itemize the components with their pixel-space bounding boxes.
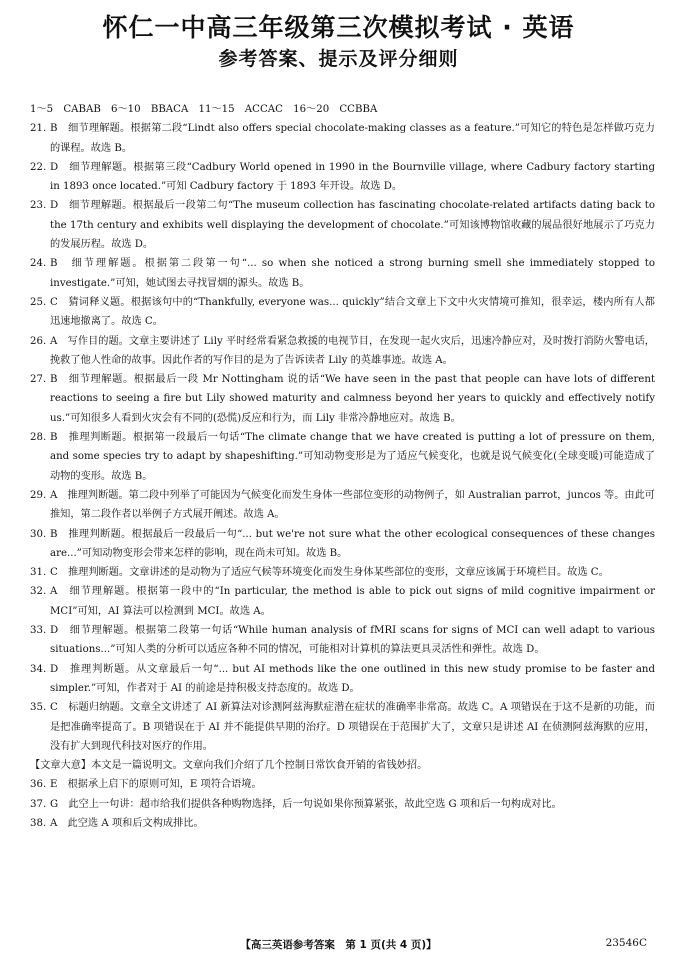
answer-number: 28.	[30, 432, 47, 444]
answer-item	[30, 563, 655, 582]
answer-explanation: D 细节理解题。根据最后一段第二句“The museum collection has fascinating chocolate-related artifacts dating back to the 17th century and exhibits well displaying the development of chocolate.”可知该博物馆收藏的展品很好地展示了巧克力的发展历程。故选 D。	[50, 200, 655, 251]
answer-explanation: C 猜词释义题。根据该句中的“Thankfully, everyone was... quickly”结合文章上下文中火灾情境可推知，很幸运，楼内所有人都迅速地撤离了。故选 C。	[50, 296, 655, 328]
answer-number: 37.	[30, 798, 47, 810]
answer-item	[30, 698, 655, 756]
answer-list-reading	[30, 119, 655, 756]
answer-explanation: D 细节理解题。根据第三段“Cadbury World opened in 1990 in the Bournville village, where Cadbury factory starting in 1893 once located.”可知 Cadbury factory 于 1893 年开设。故选 D。	[50, 161, 655, 193]
answer-explanation: B 细节理解题。根据第二段第一句“... so when she noticed a strong burning smell she immediately stopped to investigate.”可知，她试图去寻找冒烟的源头。故选 B。	[50, 258, 655, 289]
answer-explanation: G 此空上一句讲：超市给我们提供各种购物选择，后一句说如果你预算紧张，故此空选 G 项和后一句构成对比。	[50, 798, 562, 810]
answer-explanation: D 细节理解题。根据第二段第一句话“While human analysis of fMRI scans for signs of MCI can well adapt to various situations...”可知人类的分析可以适应各种不同的情况，可能相对计算机的算法更具灵活性和弹性。故选 D。	[50, 625, 655, 656]
answer-number: 27.	[30, 374, 47, 386]
page-subtitle: 参考答案、提示及评分细则	[218, 48, 459, 70]
answer-number: 22.	[30, 161, 47, 173]
answer-number: 25.	[30, 296, 47, 308]
answer-item	[30, 582, 655, 621]
answer-explanation: C 推理判断题。文章讲述的是动物为了适应气候等环境变化而发生身体某些部位的变形，文章应该属于环境栏目。故选 C。	[50, 567, 609, 579]
answer-item	[30, 158, 655, 197]
answer-item	[30, 660, 655, 699]
footer-page-info: 【高三英语参考答案 第 1 页(共 4 页)】	[240, 939, 437, 951]
answer-explanation: B 细节理解题。根据第二段“Lindt also offers special chocolate-making classes as a feature.”可知它的特色是怎样做巧克力的课程。故选 B。	[50, 123, 655, 154]
article-summary: 【文章大意】本文是一篇说明文。文章向我们介绍了几个控制日常饮食开销的省钱妙招。	[30, 760, 428, 772]
answer-number: 24.	[30, 258, 47, 270]
answer-explanation: A 写作目的题。文章主要讲述了 Lily 平时经常看紧急救援的电视节目，在发现一起火灾后，迅速冷静应对，及时拨打消防火警电话，挽救了他人性命的故事。因此作者的写作目的是为了告诉读者 Lily 的英雄事迹。故选 A。	[50, 335, 655, 366]
answer-item	[30, 428, 655, 486]
answer-item	[30, 486, 655, 525]
answer-item	[30, 370, 655, 428]
answer-number: 32.	[30, 586, 47, 598]
answer-explanation: A 推理判断题。第二段中列举了可能因为气候变化而发生身体一些部位变形的动物例子，如 Australian parrot，juncos 等。由此可推知，第二段作者以举例子方式展开阐述。故选 A。	[50, 489, 655, 521]
answer-item	[30, 525, 655, 564]
answer-number: 34.	[30, 663, 47, 675]
answer-item	[30, 332, 655, 371]
answer-item	[30, 196, 655, 254]
answer-item	[30, 775, 655, 794]
answer-number: 33.	[30, 625, 47, 637]
answer-explanation: A 此空选 A 项和后文构成排比。	[50, 817, 204, 829]
answer-number: 30.	[30, 528, 47, 540]
answer-explanation: C 标题归纳题。文章全文讲述了 AI 新算法对诊测阿兹海默症潜在症状的准确率非常高。故选 C。A 项错误在于这不是新的功能，而是把准确率提高了。B 项错误在于 AI 并不能提供早期的治疗。D 项错误在于范围扩大了，文章只是讲述 AI 在侦测阿兹海默的应用，没有扩大到现代科技对医疗的作用。	[50, 702, 655, 752]
answer-item	[30, 814, 655, 833]
answer-explanation: D 推理判断题。从文章最后一句“... but AI methods like the one outlined in this new study promise to be faster and simpler.”可知，作者对于 AI 的前途是持积极支持态度的。故选 D。	[50, 663, 655, 694]
answer-number: 21.	[30, 123, 47, 135]
answer-item	[30, 621, 655, 660]
answer-number: 29.	[30, 489, 47, 501]
answer-number: 23.	[30, 200, 47, 212]
answer-item	[30, 254, 655, 293]
footer-code: 23546C	[605, 937, 647, 949]
answer-number: 26.	[30, 335, 47, 347]
mcq-answer-line: 1～5 CABAB 6～10 BBACA 11～15 ACCAC 16～20 CCBBA	[30, 104, 378, 115]
answer-item	[30, 795, 655, 814]
answer-explanation: B 推理判断题。根据第一段最后一句话“The climate change that we have created is putting a lot of pressure on them, and some species try to adapt by shapeshifting.”可知动物变形是为了适应气候变化，也就是说气候变化(全球变暖)可能造成了动物的变形。故选 B。	[50, 432, 655, 482]
answer-number: 31.	[30, 567, 47, 579]
answer-number: 38.	[30, 817, 47, 829]
answer-explanation: A 细节理解题。根据第一段中的“In particular, the method is able to pick out signs of mild cognitive impairment or MCI”可知，AI 算法可以检测到 MCI。故选 A。	[50, 586, 655, 617]
answer-explanation: B 细节理解题。根据最后一段 Mr Nottingham 说的话“We have seen in the past that people can have lots of different reactions to seeing a fire but Lily showed maturity and calmness beyond her years to quickly and effectively notify us.”可知很多人看到火灾会有不同的(恐慌)反应和行为，而 Lily 非常冷静地应对。故选 B。	[50, 374, 655, 424]
answer-explanation: B 推理判断题。根据最后一段最后一句“... but we're not sure what the other ecological consequences of these changes are...”可知动物变形会带来怎样的影响，现在尚未可知。故选 B。	[50, 528, 655, 559]
answer-body	[30, 100, 655, 833]
answer-list-cloze	[30, 775, 655, 833]
answer-item	[30, 293, 655, 332]
answer-explanation: E 根据承上启下的原则可知，E 项符合语境。	[50, 779, 262, 791]
page-title: 怀仁一中高三年级第三次模拟考试 · 英语	[102, 13, 575, 42]
answer-number: 36.	[30, 779, 47, 791]
answer-item	[30, 119, 655, 158]
answer-number: 35.	[30, 702, 47, 714]
